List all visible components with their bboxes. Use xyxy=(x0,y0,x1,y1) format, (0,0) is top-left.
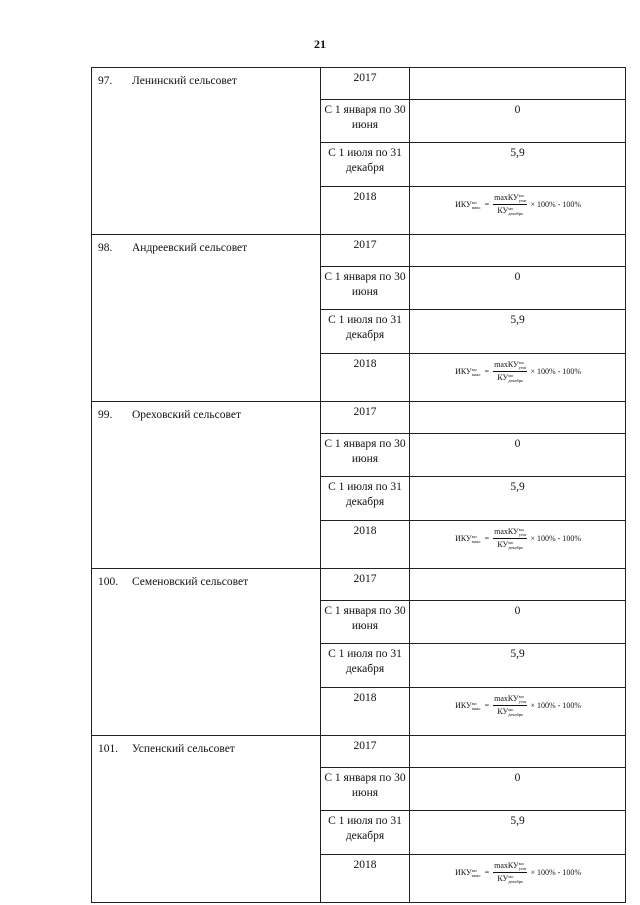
index-formula xyxy=(410,521,625,550)
row-number: 101. xyxy=(98,743,119,755)
municipality-name: Успенский сельсовет xyxy=(132,743,235,755)
municipality-name: Семеновский сельсовет xyxy=(132,576,249,588)
municipality-cell xyxy=(92,736,321,903)
year-2017-value-cell xyxy=(410,235,626,267)
first-half-value-cell: 0 xyxy=(410,434,626,477)
second-half-period-cell: С 1 июля по 31 декабря xyxy=(321,143,410,187)
municipality-cell xyxy=(92,402,321,569)
formula-tail: × 100% - 100% xyxy=(530,534,581,544)
first-half-period-cell: С 1 января по 30 июня xyxy=(321,267,410,310)
municipality-name: Ленинский сельсовет xyxy=(132,75,237,87)
formula-equals: = xyxy=(484,701,490,711)
formula-numerator: maxКУ мо year xyxy=(494,360,527,371)
municipality-cell xyxy=(92,569,321,736)
formula-lhs: ИКУ мо макс xyxy=(455,366,481,377)
index-formula xyxy=(410,855,625,884)
year-2017-value-cell xyxy=(410,569,626,601)
formula-denominator: КУ мо декабрь xyxy=(497,707,524,718)
year-2018-cell: 2018 xyxy=(321,354,410,402)
year-2017-cell: 2017 xyxy=(321,402,410,434)
year-2018-cell: 2018 xyxy=(321,187,410,235)
formula-lhs: ИКУ мо макс xyxy=(455,700,481,711)
formula-lhs: ИКУ мо макс xyxy=(455,199,481,210)
formula-equals: = xyxy=(484,534,490,544)
first-half-value-cell: 0 xyxy=(410,100,626,143)
second-half-value-cell: 5,9 xyxy=(410,644,626,688)
formula-fraction xyxy=(493,527,527,550)
formula-tail: × 100% - 100% xyxy=(530,701,581,711)
first-half-period-cell: С 1 января по 30 июня xyxy=(321,768,410,811)
formula-numerator: maxКУ мо year xyxy=(494,861,527,872)
formula-fraction xyxy=(493,360,527,383)
formula-equals: = xyxy=(484,200,490,210)
formula-equals: = xyxy=(484,367,490,377)
index-formula xyxy=(410,688,625,717)
formula-lhs: ИКУ мо макс xyxy=(455,867,481,878)
table-row xyxy=(92,235,626,267)
year-2017-cell: 2017 xyxy=(321,569,410,601)
year-2018-cell: 2018 xyxy=(321,521,410,569)
second-half-value-cell: 5,9 xyxy=(410,811,626,855)
first-half-period-cell: С 1 января по 30 июня xyxy=(321,601,410,644)
formula-fraction xyxy=(493,861,527,884)
year-2018-cell: 2018 xyxy=(321,688,410,736)
index-formula xyxy=(410,187,625,216)
second-half-value-cell: 5,9 xyxy=(410,143,626,187)
page-number: 21 xyxy=(314,37,326,51)
year-2017-value-cell xyxy=(410,68,626,100)
table-body xyxy=(92,68,626,903)
formula-denominator: КУ мо декабрь xyxy=(497,206,524,217)
formula-cell xyxy=(410,187,626,235)
first-half-value-cell: 0 xyxy=(410,768,626,811)
year-2017-value-cell xyxy=(410,736,626,768)
row-number: 99. xyxy=(98,409,113,421)
year-2017-cell: 2017 xyxy=(321,68,410,100)
formula-numerator: maxКУ мо year xyxy=(494,694,527,705)
formula-denominator: КУ мо декабрь xyxy=(497,874,524,885)
formula-denominator: КУ мо декабрь xyxy=(497,373,524,384)
municipality-cell xyxy=(92,68,321,235)
index-formula xyxy=(410,354,625,383)
formula-numerator: maxКУ мо year xyxy=(494,527,527,538)
formula-cell xyxy=(410,855,626,903)
year-2017-value-cell xyxy=(410,402,626,434)
table-row xyxy=(92,569,626,601)
formula-equals: = xyxy=(484,868,490,878)
row-number: 98. xyxy=(98,242,113,254)
municipality-name: Ореховский сельсовет xyxy=(132,409,241,421)
formula-tail: × 100% - 100% xyxy=(530,367,581,377)
second-half-value-cell: 5,9 xyxy=(410,310,626,354)
row-number: 97. xyxy=(98,75,113,87)
formula-fraction xyxy=(493,193,527,216)
second-half-period-cell: С 1 июля по 31 декабря xyxy=(321,477,410,521)
second-half-value-cell: 5,9 xyxy=(410,477,626,521)
formula-denominator: КУ мо декабрь xyxy=(497,540,524,551)
second-half-period-cell: С 1 июля по 31 декабря xyxy=(321,310,410,354)
formula-cell xyxy=(410,521,626,569)
table-row xyxy=(92,402,626,434)
first-half-value-cell: 0 xyxy=(410,267,626,310)
year-2017-cell: 2017 xyxy=(321,736,410,768)
tariff-index-table xyxy=(91,67,626,903)
formula-lhs: ИКУ мо макс xyxy=(455,533,481,544)
table-row xyxy=(92,736,626,768)
first-half-value-cell: 0 xyxy=(410,601,626,644)
second-half-period-cell: С 1 июля по 31 декабря xyxy=(321,644,410,688)
formula-numerator: maxКУ мо year xyxy=(494,193,527,204)
formula-fraction xyxy=(493,694,527,717)
municipality-cell xyxy=(92,235,321,402)
year-2018-cell: 2018 xyxy=(321,855,410,903)
municipality-name: Андреевский сельсовет xyxy=(132,242,248,254)
row-number: 100. xyxy=(98,576,119,588)
formula-cell xyxy=(410,688,626,736)
formula-tail: × 100% - 100% xyxy=(530,200,581,210)
formula-tail: × 100% - 100% xyxy=(530,868,581,878)
table-row xyxy=(92,68,626,100)
first-half-period-cell: С 1 января по 30 июня xyxy=(321,100,410,143)
year-2017-cell: 2017 xyxy=(321,235,410,267)
first-half-period-cell: С 1 января по 30 июня xyxy=(321,434,410,477)
second-half-period-cell: С 1 июля по 31 декабря xyxy=(321,811,410,855)
formula-cell xyxy=(410,354,626,402)
